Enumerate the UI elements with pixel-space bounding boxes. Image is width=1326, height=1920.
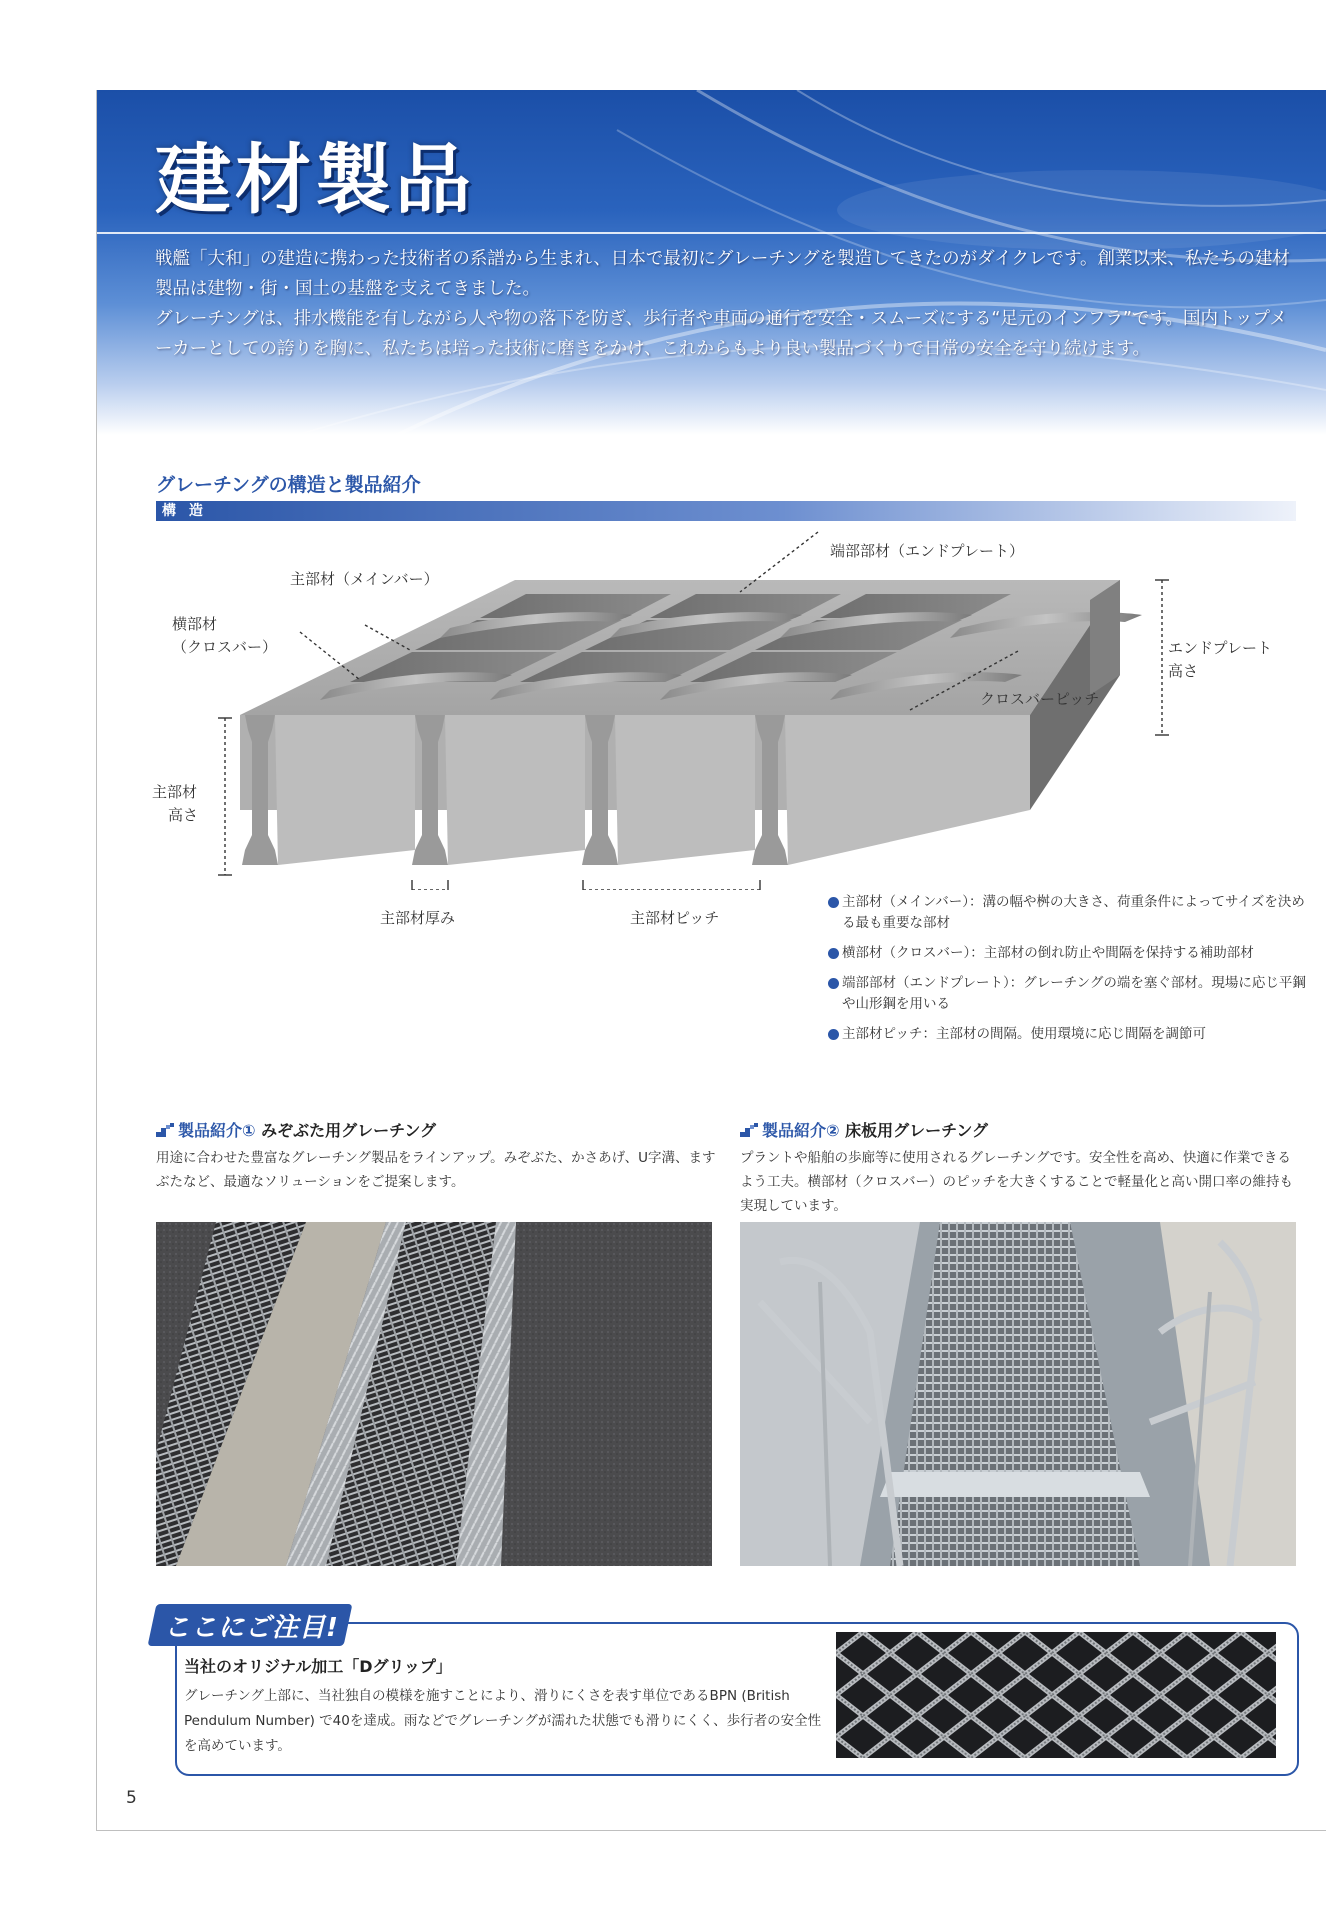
- label-main-bar-pitch: 主部材ピッチ: [630, 909, 720, 927]
- label-end-plate: 端部部材（エンドプレート）: [830, 542, 1024, 560]
- intro-paragraph: 戦艦「大和」の建造に携わった技術者の系譜から生まれ、日本で最初にグレーチングを製造してきたのがダイクレです。創業以来、私たちの建材製品は建物・街・国土の基盤を支えてきました。: [155, 249, 1291, 299]
- walkway-grating-photo: [740, 1222, 1296, 1566]
- product-heading-2: [740, 1118, 988, 1141]
- label-cross-bar-pitch: クロスバーピッチ: [980, 690, 1100, 708]
- intro-paragraph: グレーチングは、排水機能を有しながら人や物の落下を防ぎ、歩行者や車両の通行を安全・スムーズにする“足元のインフラ”です。国内トップメーカーとしての誇りを胸に、私たちは培った技術に磨きをかけ、これからもより良い製品づくりで日常の安全を守り続けます。: [155, 309, 1287, 359]
- page-title: 建材製品: [155, 135, 475, 224]
- definition-item: 横部材（クロスバー）：主部材の倒れ防止や間隔を保持する補助部材: [828, 943, 1308, 964]
- trench-grating-photo: [156, 1222, 712, 1566]
- label-cross-bar: 横部材: [172, 615, 218, 633]
- label-main-bar-height-sub: 高さ: [168, 806, 199, 824]
- page-number: 5: [126, 1788, 137, 1808]
- product-name: 床板用グレーチング: [845, 1121, 989, 1140]
- callout-description: グレーチング上部に、当社独自の模様を施すことにより、滑りにくさを表す単位であるBPN (British Pendulum Number) で40を達成。雨などでグレーチングが濡れた状態でも滑りにくく、歩行者の安全性を高めています。: [184, 1688, 822, 1754]
- label-main-bar-thickness: 主部材厚み: [380, 909, 456, 927]
- product-description: プラントや船舶の歩廊等に使用されるグレーチングです。安全性を高め、快適に作業できるよう工夫。横部材（クロスバー）のピッチを大きくすることで軽量化と高い開口率の維持も実現しています。: [740, 1150, 1293, 1214]
- d-grip-closeup-photo: [836, 1632, 1276, 1758]
- steps-icon: [740, 1123, 760, 1137]
- definition-item: 端部部材（エンドプレート）：グレーチングの端を塞ぐ部材。現場に応じ平鋼や山形鋼を用いる: [828, 973, 1308, 1015]
- definition-item: 主部材ピッチ：主部材の間隔。使用環境に応じ間隔を調節可: [828, 1024, 1308, 1045]
- product-label: 製品紹介①: [178, 1121, 256, 1140]
- label-main-bar-height: 主部材: [152, 783, 198, 801]
- label-main-bar: 主部材（メインバー）: [290, 570, 439, 588]
- product-name: みぞぶた用グレーチング: [261, 1121, 437, 1140]
- product-label: 製品紹介②: [762, 1121, 840, 1140]
- callout-tag-label: ここにご注目!: [164, 1613, 339, 1643]
- steps-icon: [156, 1123, 176, 1137]
- definition-item: 主部材（メインバー）：溝の幅や桝の大きさ、荷重条件によってサイズを決める最も重要な部材: [828, 892, 1308, 934]
- structure-definitions: [828, 892, 1308, 1054]
- subsection-title: 構 造: [162, 503, 207, 519]
- subsection-bar: [156, 501, 1296, 521]
- product-heading-1: [156, 1118, 436, 1141]
- callout-title: 当社のオリジナル加工「Dグリップ」: [184, 1657, 452, 1676]
- label-cross-bar-sub: （クロスバー）: [172, 638, 278, 656]
- label-end-plate-height-sub: 高さ: [1168, 662, 1199, 680]
- title-divider: [97, 232, 1326, 234]
- hero-banner: [97, 90, 1326, 435]
- hero-intro: [155, 244, 1295, 364]
- section-title: グレーチングの構造と製品紹介: [156, 474, 421, 496]
- product-description: 用途に合わせた豊富なグレーチング製品をラインアップ。みぞぶた、かさあげ、U字溝、ますぶたなど、最適なソリューションをご提案します。: [156, 1150, 716, 1190]
- label-end-plate-height: エンドプレート: [1168, 639, 1272, 657]
